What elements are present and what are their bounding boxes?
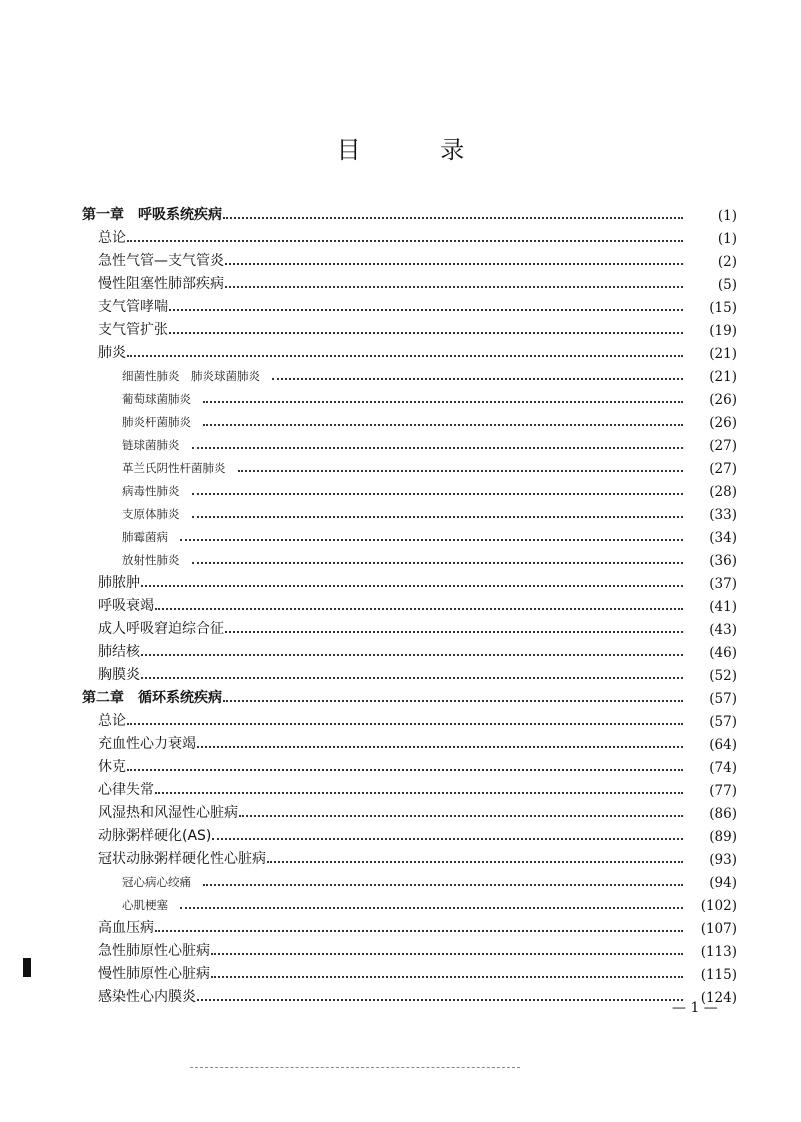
toc-entry-label: 冠状动脉粥样硬化性心脏病 [98,851,266,867]
toc-entry-page: (89) [709,828,737,845]
toc-entry-label: 充血性心力衰竭 [98,736,196,752]
toc-entry[interactable] [0,756,801,779]
toc-entry-page: (34) [709,529,737,546]
toc-entry-page: (52) [709,667,737,684]
dot-leader [141,664,683,687]
toc-entry-page: (28) [709,483,737,500]
toc-subentry[interactable] [0,526,801,549]
dot-leader [203,388,683,411]
toc-entry[interactable] [0,273,801,296]
dot-leader [141,572,683,595]
dot-leader [225,250,683,273]
dot-leader [192,480,684,503]
toc-entry-page: (2) [717,253,737,270]
page-number: — 1 — [672,1000,718,1016]
dot-leader [180,526,683,549]
toc-entry-label: 成人呼吸窘迫综合征 [98,621,224,637]
toc-entry-page: (27) [709,437,737,454]
toc-entry-page: (21) [709,345,737,362]
toc-entry-label: 链球菌肺炎 [122,438,180,452]
toc-entry-label: 第二章 循环系统疾病 [82,690,222,706]
toc-entry-page: (57) [709,690,737,707]
toc-entry-label: 高血压病 [98,920,154,936]
dot-leader [155,917,683,940]
toc-entry[interactable] [0,296,801,319]
dot-leader [272,365,683,388]
page-title: 目 录 [336,136,501,164]
dot-leader [141,641,683,664]
toc-entry-page: (21) [709,368,737,385]
toc-entry-label: 冠心病心绞痛 [122,875,191,889]
toc-entry-page: (113) [700,943,737,960]
toc-entry-page: (33) [709,506,737,523]
dot-leader [127,756,683,779]
toc-subentry[interactable] [0,388,801,411]
toc-entry[interactable] [0,710,801,733]
toc-entry-label: 休克 [98,759,126,775]
toc-entry[interactable] [0,641,801,664]
toc-entry[interactable] [0,227,801,250]
toc-entry-page: (107) [700,920,737,937]
toc-entry[interactable] [0,963,801,986]
toc-entry-label: 急性肺原性心脏病 [98,943,210,959]
toc-entry[interactable] [0,618,801,641]
toc-entry-label: 病毒性肺炎 [122,484,180,498]
toc-entry-label: 肺结核 [98,644,140,660]
toc-entry-label: 感染性心内膜炎 [98,989,196,1005]
toc-entry-page: (26) [709,391,737,408]
toc-subentry[interactable] [0,434,801,457]
toc-entry-label: 急性气管—支气管炎 [98,253,224,269]
toc-entry-page: (1) [717,230,737,247]
dot-leader [155,595,683,618]
toc-entry-page: (74) [709,759,737,776]
dot-leader [169,319,683,342]
toc-entry-page: (26) [709,414,737,431]
dot-leader [127,227,683,250]
dot-leader [223,204,683,227]
toc-entry-label: 肺脓肿 [98,575,140,591]
toc-entry-label: 支原体肺炎 [122,507,180,521]
toc-entry-page: (93) [709,851,737,868]
toc-entry[interactable] [0,779,801,802]
toc-entry[interactable] [0,848,801,871]
dot-leader [192,503,684,526]
toc-chapter-1[interactable] [0,204,801,227]
dot-leader [192,549,684,572]
dot-leader [155,779,683,802]
toc-entry-label: 革兰氏阴性杆菌肺炎 [122,461,226,475]
toc-entry-page: (43) [709,621,737,638]
toc-entry-label: 葡萄球菌肺炎 [122,392,191,406]
dot-leader [203,871,683,894]
toc-entry-page: (86) [709,805,737,822]
toc-entry-page: (1) [717,207,737,224]
toc-entry-page: (77) [709,782,737,799]
toc-entry-label: 总论 [98,713,126,729]
toc-entry[interactable] [0,917,801,940]
toc-entry[interactable] [0,342,801,365]
toc-entry[interactable] [0,825,801,848]
toc-subentry[interactable] [0,503,801,526]
dot-leader [211,940,683,963]
toc-entry[interactable] [0,733,801,756]
dot-leader [197,733,683,756]
toc-entry[interactable] [0,572,801,595]
dot-leader [203,411,683,434]
table-of-contents [0,204,801,1009]
toc-entry-page: (37) [709,575,737,592]
toc-entry-page: (124) [700,989,737,1006]
dot-leader [169,296,683,319]
dot-leader [239,802,683,825]
toc-entry-label: 呼吸衰竭 [98,598,154,614]
toc-chapter-2[interactable] [0,687,801,710]
dot-leader [238,457,684,480]
toc-entry-label: 支气管哮喘 [98,299,168,315]
dot-leader [225,618,683,641]
toc-entry-label: 总论 [98,230,126,246]
toc-entry-label: 风湿热和风湿性心脏病 [98,805,238,821]
toc-entry[interactable] [0,595,801,618]
toc-entry-page: (5) [717,276,737,293]
toc-subentry[interactable] [0,411,801,434]
toc-entry-label: 肺炎 [98,345,126,361]
toc-entry[interactable] [0,664,801,687]
toc-entry-page: (19) [709,322,737,339]
toc-entry-label: 心律失常 [98,782,154,798]
scan-artifact-mark [23,958,31,977]
toc-entry[interactable] [0,940,801,963]
toc-entry-page: (102) [700,897,737,914]
toc-entry[interactable] [0,250,801,273]
dot-leader [127,342,683,365]
toc-entry-label: 细菌性肺炎 肺炎球菌肺炎 [122,369,260,383]
dot-leader [127,710,683,733]
toc-subentry[interactable] [0,871,801,894]
dot-leader [211,963,683,986]
dot-leader [197,986,683,1009]
toc-entry-label: 慢性肺原性心脏病 [98,966,210,982]
dot-leader [225,273,683,296]
toc-entry-label: 肺炎杆菌肺炎 [122,415,191,429]
toc-entry-page: (64) [709,736,737,753]
toc-entry-page: (57) [709,713,737,730]
toc-subentry[interactable] [0,480,801,503]
toc-subentry[interactable] [0,549,801,572]
toc-entry[interactable] [0,319,801,342]
dot-leader [223,687,683,710]
toc-entry-label: 肺霉菌病 [122,530,168,544]
toc-entry-page: (15) [709,299,737,316]
toc-entry[interactable] [0,802,801,825]
toc-entry-page: (27) [709,460,737,477]
toc-entry-page: (94) [709,874,737,891]
toc-subentry[interactable] [0,457,801,480]
toc-subentry[interactable] [0,894,801,917]
toc-entry-label: 放射性肺炎 [122,553,180,567]
toc-entry-page: (115) [700,966,737,983]
toc-entry-label: 支气管扩张 [98,322,168,338]
dot-leader [212,825,683,848]
dot-leader [180,894,683,917]
toc-entry-label: 慢性阻塞性肺部疾病 [98,276,224,292]
dot-leader [267,848,683,871]
scan-artifact-line [190,1066,520,1068]
toc-entry-label: 动脉粥样硬化(AS) [98,828,212,844]
toc-entry-label: 第一章 呼吸系统疾病 [82,207,222,223]
toc-entry-label: 心肌梗塞 [122,898,168,912]
dot-leader [192,434,684,457]
toc-entry-label: 胸膜炎 [98,667,140,683]
toc-entry-page: (41) [709,598,737,615]
toc-subentry[interactable] [0,365,801,388]
toc-entry-page: (36) [709,552,737,569]
toc-entry-page: (46) [709,644,737,661]
